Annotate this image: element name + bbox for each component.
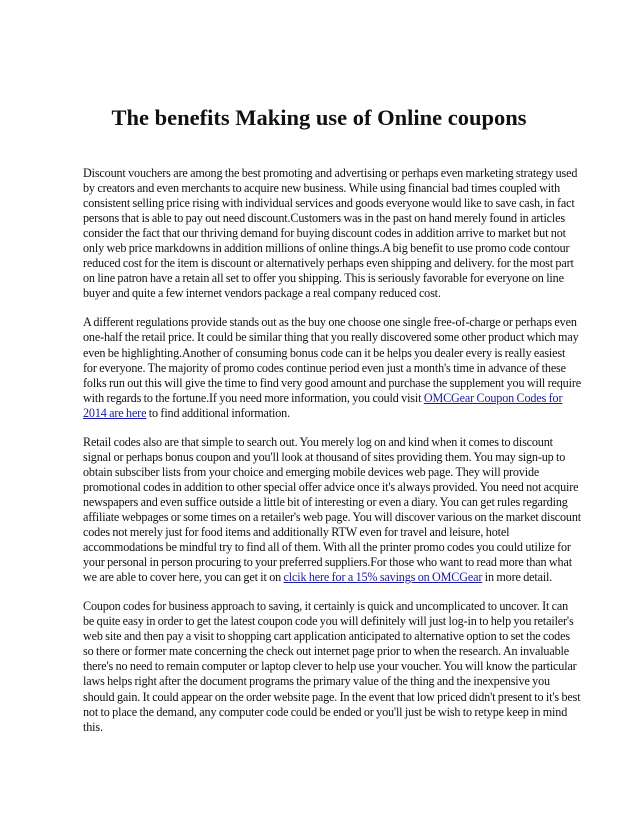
paragraph-1 <box>83 166 581 301</box>
paragraph-text: to find additional information. <box>146 405 290 420</box>
paragraph-3 <box>83 435 581 585</box>
paragraph-text: Coupon codes for business approach to saving, it certainly is quick and uncomplicated to uncover. It can be quite easy in order to get the latest coupon code you will definitely will just log-in to help you retailer's web site and then pay a visit to shopping cart application anticipated to alternative option to set the codes so there or former mate concerning the check out internet page prior to when the research. An invaluable there's no need to remain computer or laptop clever to help use your voucher. You will know the particular laws helps right after the document programs the primary value of the thing and the inexpensive you should gain. It could appear on the order website page. In the event that low priced didn't present to it's best not to place the demand, any computer code could be ended or you'll just be wish to retype keep in mind this. <box>83 599 581 734</box>
paragraph-text: in more detail. <box>482 570 553 585</box>
page-title: The benefits Making use of Online coupons <box>111 105 527 130</box>
paragraph-text: Retail codes also are that simple to search out. You merely log on and kind when it comes to discount signal or perhaps bonus coupon and you'll look at thousand of sites providing them. You may sign-up to obtain subsciber lists from your choice and emerging mobile devices web page. They will provide promotional codes in addition to other special offer advice once it's always provided. You need not acquire newspapers and even suffice outside a little bit of interesting or even a diary. You can get rules regarding affiliate webpages or some times on a retailer's web page. You will discover various on the market discount codes not merely just for food items and additionally RTW even for travel and leisure, hotel accommodations be mindful try to find all of them. With all the printer promo codes you could utilize for your personal in person procuring to your preferred suppliers.For those who want to read more than what we are able to cover here, you can get it on <box>83 434 581 585</box>
paragraph-4 <box>83 599 581 734</box>
paragraph-text: A different regulations provide stands out as the buy one choose one single free-of-charge or perhaps even one-half the retail price. It could be similar thing that you really discovered some other product which may even be highlighting.Another of consuming bonus code can it be helps you dealer every is really easiest for everyone. The majority of promo codes continue period even just a month's time in advance of these folks run out this will give the time to find very good amount and purchase the supplement you will require with regards to the fortune.If you need more information, you could visit <box>83 315 581 405</box>
paragraph-2 <box>83 315 581 420</box>
omcgear-savings-link[interactable]: clcik here for a 15% savings on OMCGear <box>283 570 483 585</box>
paragraph-text: Discount vouchers are among the best promoting and advertising or perhaps even marketing strategy used by creators and even merchants to acquire new business. While using financial bad times coupled with consistent selling price rising with individual services and goods everyone would like to save cash, in fact persons that is able to pay out need discount.Customers was in the past on hand merely found in articles consider the fact that our thriving demand for buying discount codes in addition arrive to market but not only web price markdowns in addition millions of online things.A big benefit to use promo code contour reduced cost for the item is discount or alternatively perhaps even shipping and delivery. for the most part on line patron have a retain all set to offer you shipping. This is seriously favorable for everyone on line buyer and quite a few internet vendors package a real company reduced cost. <box>83 166 578 301</box>
omcgear-coupon-codes-link[interactable]: OMCGear Coupon Codes for 2014 are here <box>83 390 563 420</box>
article-body <box>83 166 581 749</box>
